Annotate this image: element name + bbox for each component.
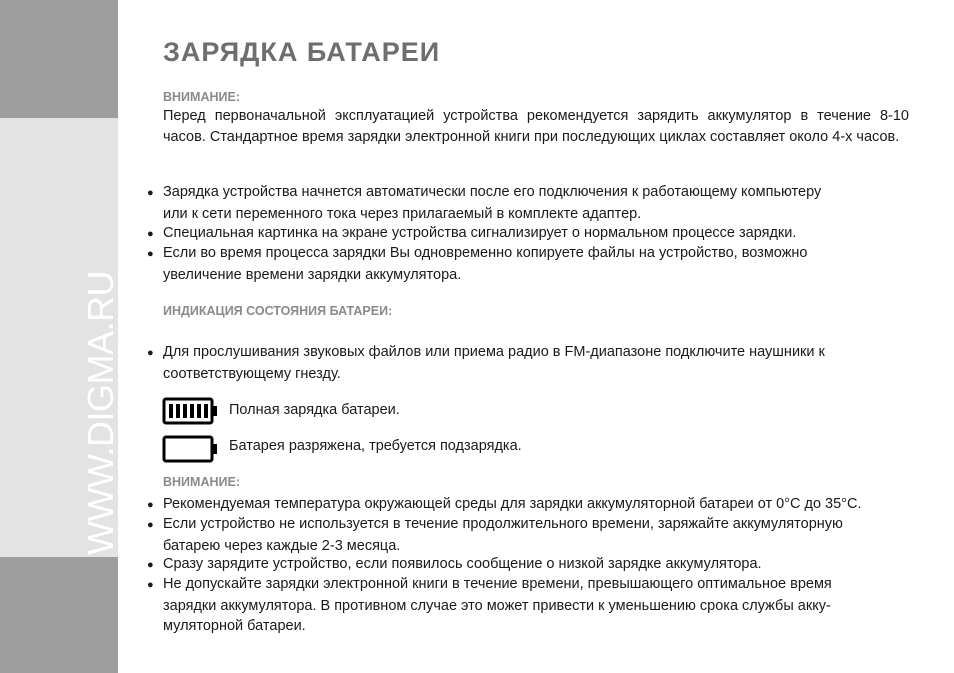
list-item-text-cont: увеличение времени зарядки аккумулятора.	[163, 266, 462, 283]
list-item-text: Не допускайте зарядки электронной книги в течение времени, превышающего оптимальное время	[163, 576, 832, 592]
warning-paragraph: Перед первоначальной эксплуатацией устройства рекомендуется зарядить аккумулятор в течение 8-10 часов. Стандартное время зарядки электронной книги при последующих циклах составляет около 4-х часов.	[163, 108, 909, 145]
battery-empty-icon	[162, 435, 218, 463]
battery-full-label: Полная зарядка батареи.	[229, 402, 400, 418]
list-item-text: Если во время процесса зарядки Вы одновременно копируете файлы на устройство, возможно	[163, 245, 808, 261]
list-item-text-cont: зарядки аккумулятора. В противном случае это может привести к уменьшению срока службы акку-	[163, 597, 831, 614]
sidebar-top-block	[0, 0, 118, 118]
list-item	[147, 342, 909, 384]
list-item-text: Если устройство не используется в течение продолжительного времени, заряжайте аккумуляторную	[163, 516, 843, 532]
bullet: ●	[147, 579, 154, 591]
sidebar-bottom-block	[0, 557, 118, 673]
brand-url: WWW.DIGMA.RU	[80, 271, 121, 555]
list-item	[147, 223, 909, 245]
sidebar	[0, 0, 121, 673]
list-item	[147, 243, 909, 285]
indication-heading: ИНДИКАЦИЯ СОСТОЯНИЯ БАТАРЕИ:	[163, 304, 393, 318]
list-item-text: Специальная картинка на экране устройства сигнализирует о нормальном процессе зарядки.	[163, 225, 797, 241]
list-item-text-cont: батарею через каждые 2-3 месяца.	[163, 537, 401, 554]
list-item-text-cont: соответствующему гнезду.	[163, 365, 341, 382]
bullet: ●	[147, 347, 154, 359]
bullet: ●	[147, 228, 154, 240]
bullet: ●	[147, 248, 154, 260]
list-item-text: Зарядка устройства начнется автоматически после его подключения к работающему компьютеру	[163, 184, 822, 200]
list-item	[147, 574, 909, 637]
list-item-text-cont: или к сети переменного тока через прилагаемый в комплекте адаптер.	[163, 205, 642, 222]
list-item-text: Рекомендуемая температура окружающей среды для зарядки аккумуляторной батареи от 0°С до 35°С.	[163, 496, 862, 512]
bullet: ●	[147, 559, 154, 571]
list-item	[147, 182, 909, 224]
list-item	[147, 554, 909, 576]
list-item	[147, 494, 909, 516]
bullet: ●	[147, 187, 154, 199]
list-item-text: Сразу зарядите устройство, если появилось сообщение о низкой зарядке аккумулятора.	[163, 556, 762, 572]
list-item	[147, 514, 909, 556]
battery-full-icon	[162, 397, 218, 425]
list-item-text: Для прослушивания звуковых файлов или приема радио в FM-диапазоне подключите наушники к	[163, 344, 825, 360]
bullet: ●	[147, 519, 154, 531]
list-item-text-cont: муляторной батареи.	[163, 618, 306, 634]
battery-empty-label: Батарея разряжена, требуется подзарядка.	[229, 438, 522, 454]
page-title: ЗАРЯДКА БАТАРЕИ	[163, 37, 441, 67]
warning-heading: ВНИМАНИЕ:	[163, 475, 240, 489]
warning-heading: ВНИМАНИЕ:	[163, 90, 240, 104]
bullet: ●	[147, 499, 154, 511]
